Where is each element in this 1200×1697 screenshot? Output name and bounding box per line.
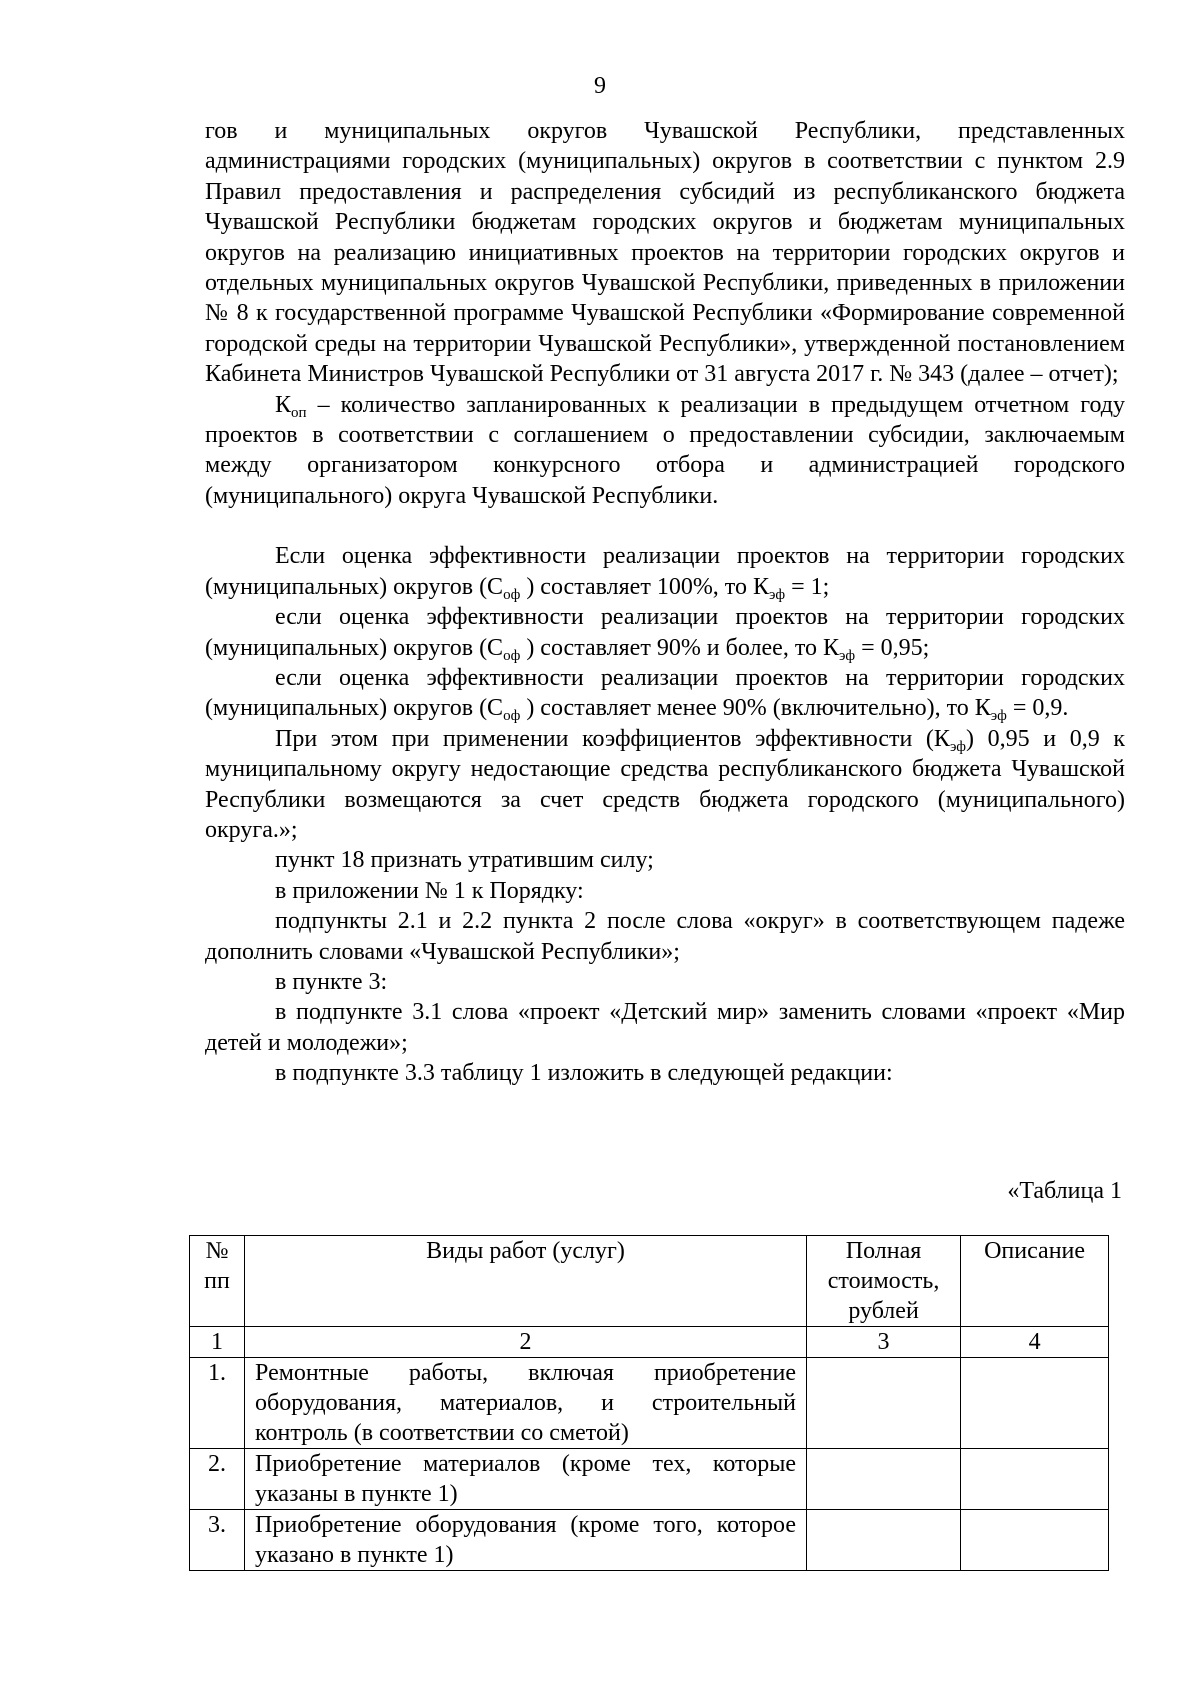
p6-part-b: ) 0,95 и 0,9 к муниципальному округу недостающие средства республиканского бюджета Чувашской Республики возмещаются за счет средств бюджета городского (муниципального) округа.»; (205, 725, 1125, 843)
paragraph-12: в подпункте 3.3 таблицу 1 изложить в следующей редакции: (275, 1060, 893, 1087)
p5-sub-b: эф (990, 708, 1007, 725)
p3-sub-b: эф (768, 586, 786, 603)
p5-part-b: ) составляет менее 90% (включительно), то К (520, 695, 991, 722)
header-note: Описание (961, 1236, 1109, 1327)
row-note (961, 1358, 1109, 1449)
p3-part-a: Если оценка эффективности реализации проектов на территории городских (муниципальных) округов (С (205, 543, 1125, 600)
index-cell: 2 (245, 1327, 807, 1358)
p4-sub-b: эф (839, 647, 856, 664)
table-row (190, 1358, 1109, 1449)
p6-part-a: При этом при применении коэффициентов эффективности (К (275, 725, 950, 752)
table-header-row (190, 1236, 1109, 1327)
paragraph-3 (205, 541, 1125, 602)
row-text: Приобретение оборудования (кроме того, которое указано в пункте 1) (245, 1510, 807, 1571)
row-text: Приобретение материалов (кроме тех, которые указаны в пункте 1) (245, 1449, 807, 1510)
header-num: № пп (190, 1236, 245, 1327)
paragraph-5 (205, 663, 1125, 724)
paragraph-6 (205, 724, 1125, 846)
p3-part-b: ) составляет 100%, то К (520, 573, 769, 600)
table-row (190, 1449, 1109, 1510)
table-index-row (190, 1327, 1109, 1358)
p4-sub-a: оф (503, 647, 521, 664)
row-note (961, 1510, 1109, 1571)
table-row (190, 1510, 1109, 1571)
row-num: 1. (190, 1358, 245, 1449)
work-table (189, 1235, 1109, 1571)
paragraph-2 (205, 390, 1125, 512)
paragraph-1: гов и муниципальных округов Чувашской Республики, представленных администрациями городских (муниципальных) округов в соответствии с пунктом 2.9 Правил предоставления и распределения субсидий из республиканского бюджета Чувашской Республики бюджетам городских округов и бюджетам муниципальных округов на реализацию инициативных проектов на территории городских округов и отдельных муниципальных округов Чувашской Республики, приведенных в приложении № 8 к государственной программе Чувашской Республики «Формирование современной городской среды на территории Чувашской Республики», утвержденной постановлением Кабинета Министров Чувашской Республики от 31 августа 2017 г. № 343 (далее – отчет); (205, 118, 1125, 388)
paragraph-4 (205, 602, 1125, 663)
p3-sub-a: оф (503, 586, 521, 603)
p5-part-c: = 0,9. (1006, 695, 1069, 722)
p6-sub: эф (949, 738, 967, 755)
table-caption: «Таблица 1 (1007, 1178, 1122, 1204)
row-cost (806, 1358, 960, 1449)
p3-part-c: = 1; (785, 573, 830, 600)
p4-part-c: = 0,95; (855, 634, 930, 661)
index-cell: 4 (961, 1327, 1109, 1358)
paragraph-8: в приложении № 1 к Порядку: (275, 877, 584, 904)
row-note (961, 1449, 1109, 1510)
p4-part-a: если оценка эффективности реализации проектов на территории городских (муниципальных) округов (С (205, 604, 1125, 661)
p5-part-a: если оценка эффективности реализации проектов на территории городских (муниципальных) округов (С (205, 664, 1125, 722)
paragraph-9: подпункты 2.1 и 2.2 пункта 2 после слова «округ» в соответствующем падеже дополнить словами «Чувашской Республики»; (205, 908, 1125, 965)
paragraph-7: пункт 18 признать утратившим силу; (275, 847, 654, 874)
header-type: Виды работ (услуг) (245, 1236, 807, 1327)
header-cost: Полная стоимость, рублей (806, 1236, 960, 1327)
paragraph-2-text: – количество запланированных к реализации в предыдущем отчетном году проектов в соответствии с соглашением о предоставлении субсидии, заключаемым между организатором конкурсного отбора и администрацией городского (муниципального) округа Чувашской Республики. (205, 391, 1125, 509)
p5-sub-a: оф (503, 708, 521, 725)
paragraph-11: в подпункте 3.1 слова «проект «Детский мир» заменить словами «проект «Мир детей и молодежи»; (205, 999, 1125, 1056)
row-num: 2. (190, 1449, 245, 1510)
row-cost (806, 1449, 960, 1510)
k-op-symbol: К (275, 391, 292, 418)
document-body (205, 116, 1125, 1089)
row-num: 3. (190, 1510, 245, 1571)
index-cell: 1 (190, 1327, 245, 1358)
row-cost (806, 1510, 960, 1571)
paragraph-10: в пункте 3: (275, 968, 388, 995)
p4-part-b: ) составляет 90% и более, то К (520, 634, 840, 661)
k-op-subscript: оп (291, 404, 307, 421)
page-number: 9 (594, 73, 606, 99)
row-text: Ремонтные работы, включая приобретение оборудования, материалов, и строительный контроль (в соответствии со сметой) (245, 1358, 807, 1449)
index-cell: 3 (806, 1327, 960, 1358)
